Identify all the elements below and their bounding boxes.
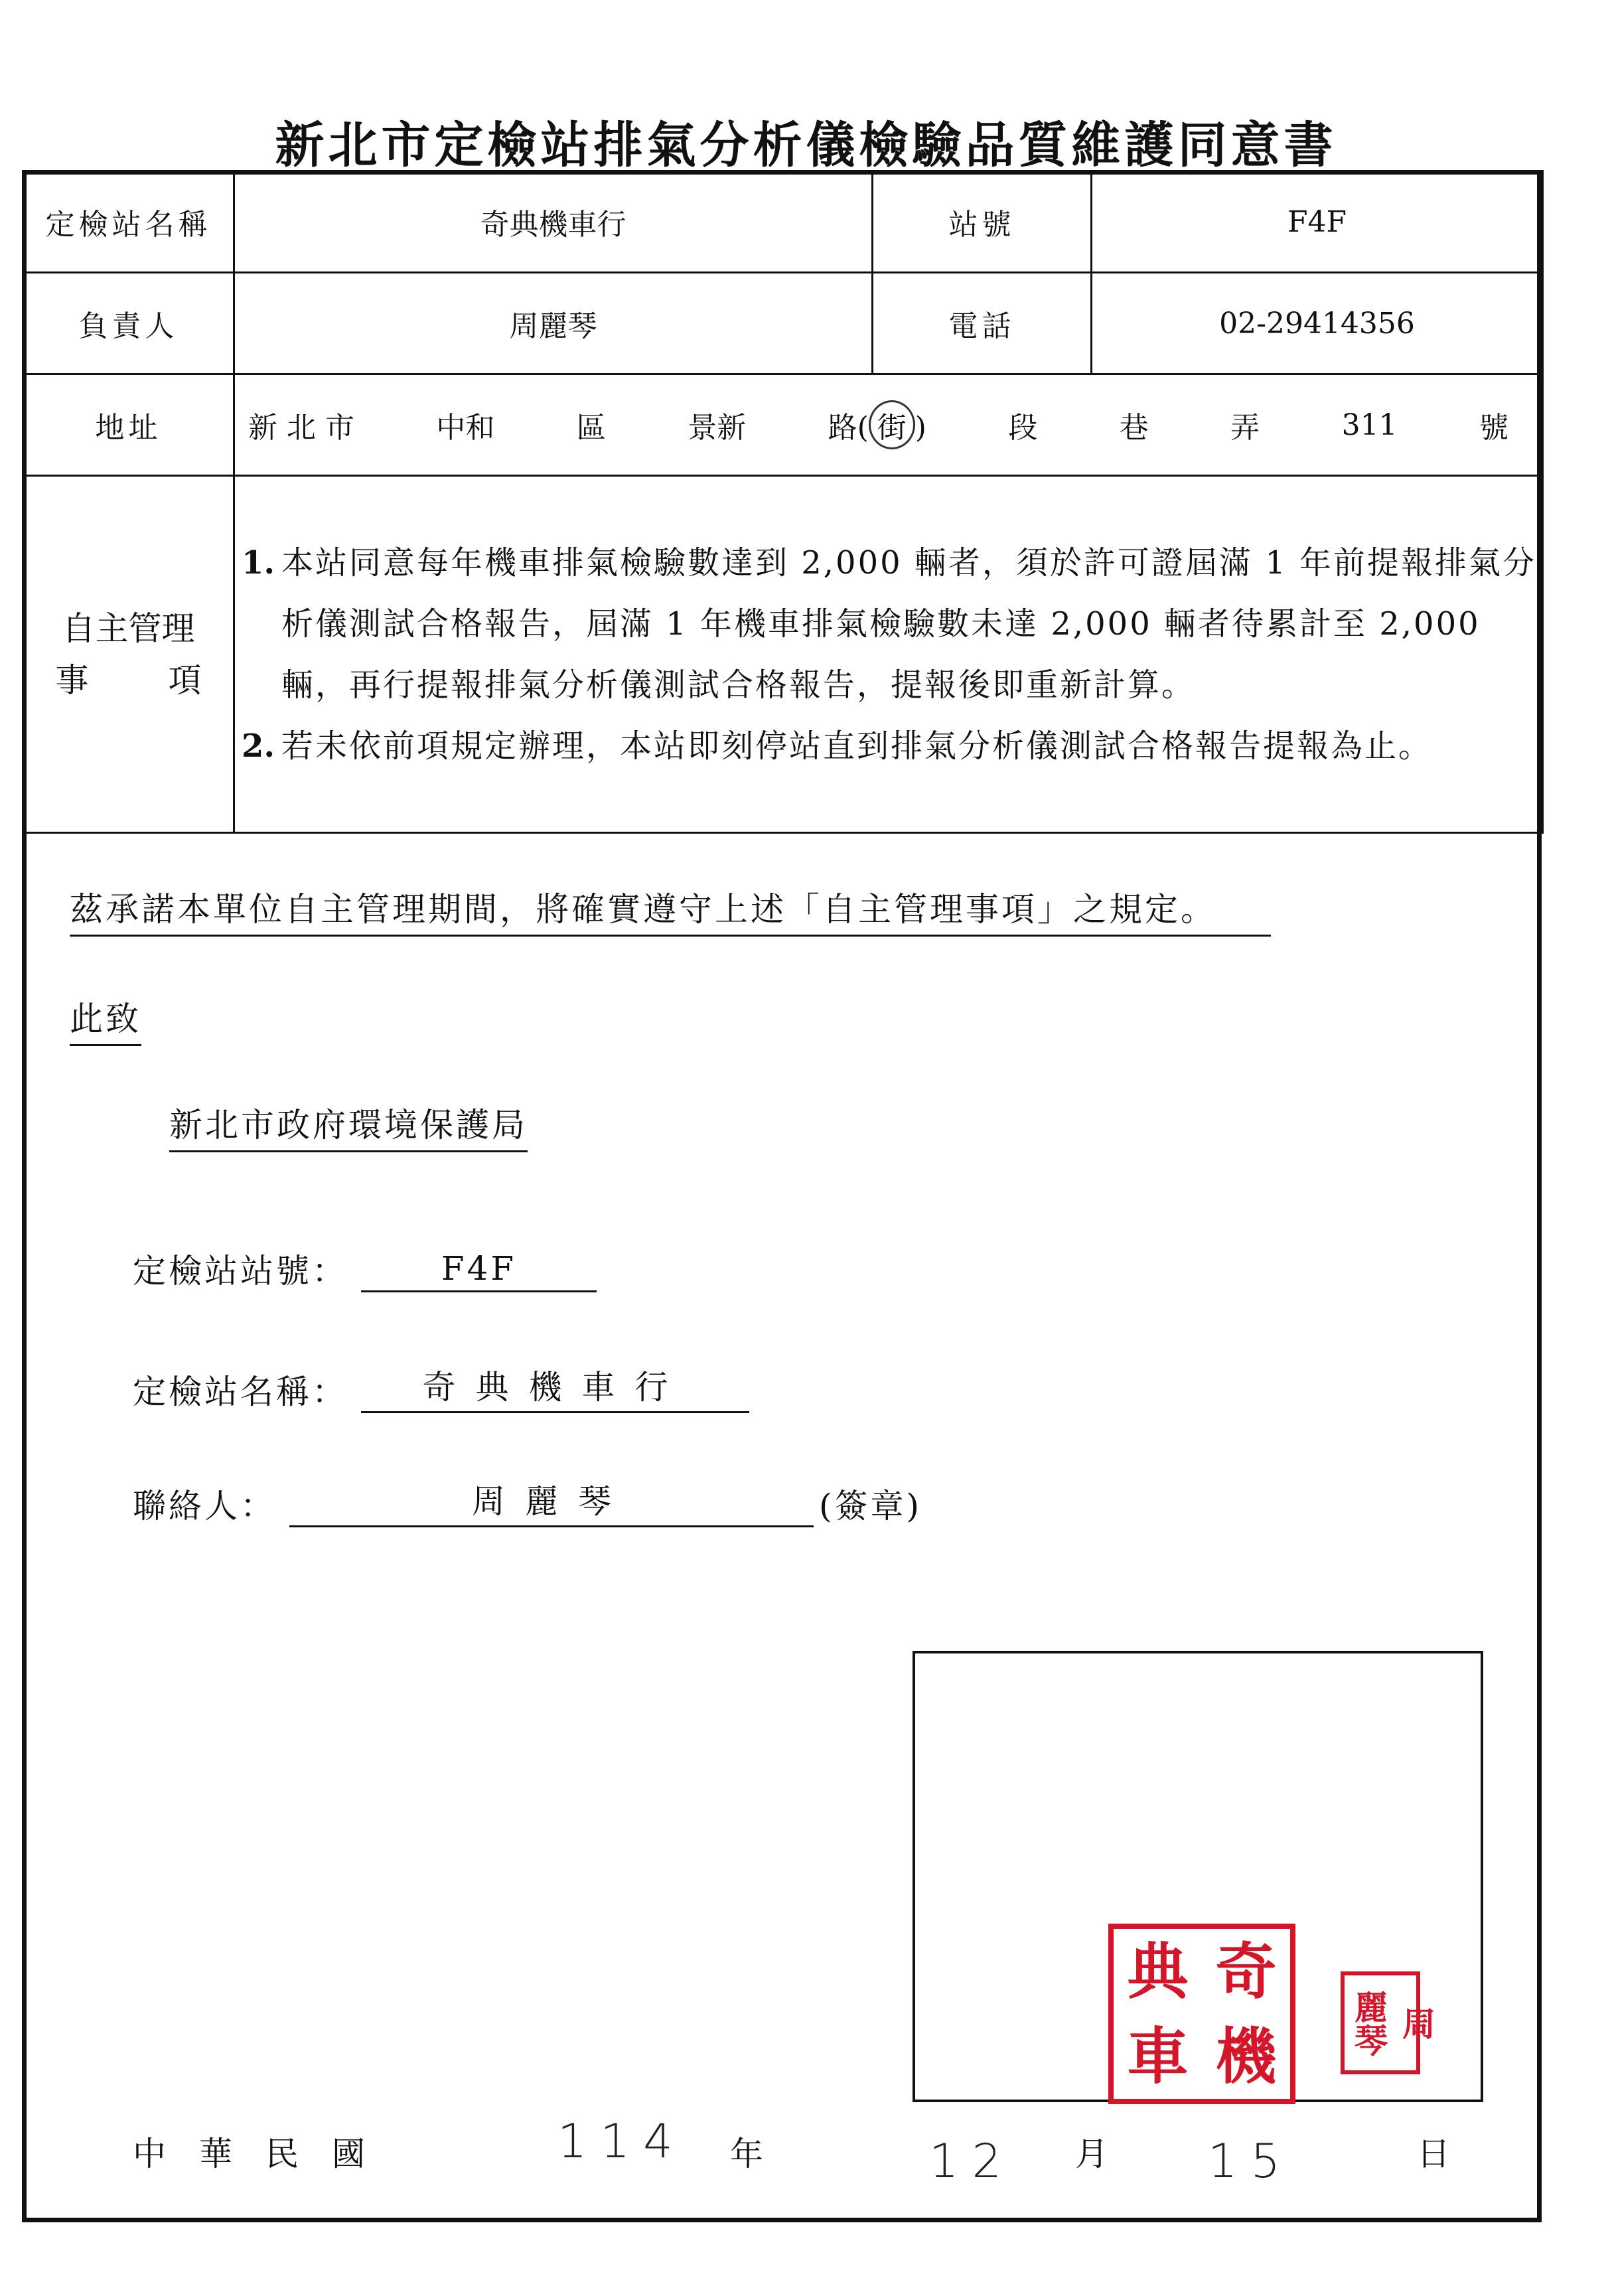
mgmt-label-line1: 自主管理 — [62, 609, 195, 648]
station-no-field — [133, 1245, 597, 1292]
date-era: 中 華 民 國 — [133, 2135, 365, 2173]
address-road-street: 路( 街 ) — [828, 400, 926, 449]
owner-value: 周麗琴 — [234, 273, 873, 374]
station-name-value: 奇典機車行 — [234, 171, 873, 273]
address-value — [234, 374, 1543, 476]
station-no-value: F4F — [1092, 171, 1543, 273]
table-row — [23, 171, 1543, 273]
self-management-label — [23, 476, 234, 833]
date-year-label: 年 — [730, 2135, 763, 2173]
address-district-unit: 區 — [576, 411, 606, 445]
salutation: 此致 — [70, 992, 141, 1046]
address-road: 景新 — [688, 411, 747, 445]
mgmt-label-shi: 事 — [55, 660, 89, 700]
table-row — [23, 476, 1543, 833]
contact-field-value: 周麗琴 — [289, 1475, 814, 1527]
table-row — [23, 374, 1543, 476]
contact-field — [133, 1475, 922, 1527]
station-name-field-value: 奇典機車行 — [361, 1361, 749, 1413]
table-row — [23, 273, 1543, 374]
company-seal-stamp: 典 奇 車 機 — [1108, 1924, 1295, 2104]
mgmt-label-xiang: 項 — [168, 660, 202, 700]
date-day-label: 日 — [1417, 2135, 1450, 2173]
rule-item — [242, 716, 1542, 777]
signature-note: (簽章) — [819, 1487, 922, 1525]
station-name-label: 定檢站名稱 — [23, 171, 234, 273]
rule-text: 若未依前項規定辦理，本站即刻停站直到排氣分析儀測試合格報告提報為止。 — [281, 727, 1433, 765]
phone-label: 電話 — [873, 273, 1092, 374]
address-label: 地址 — [23, 374, 234, 476]
rule-number: 1. — [242, 544, 275, 581]
contact-field-label: 聯絡人： — [133, 1487, 276, 1525]
address-section-unit: 段 — [1008, 411, 1038, 445]
rule-text: 本站同意每年機車排氣檢驗數達到 2,000 輛者，須於許可證屆滿 1 年前提報排氣分析儀測試合格報告，屆滿 1 年機車排氣檢驗數未達 2,000 輛者待累計至 2,000 輛，再行提報排氣分析儀測試合格報告，提報後即重新計算。 — [281, 544, 1536, 704]
date-month-label: 月 — [1075, 2135, 1108, 2173]
rule-item — [242, 532, 1542, 716]
self-management-rules — [234, 476, 1543, 833]
station-info-table — [22, 170, 1544, 834]
address-district: 中和 — [436, 411, 495, 445]
station-name-field — [133, 1361, 749, 1413]
date-line — [133, 2114, 1460, 2187]
station-no-label: 站號 — [873, 171, 1092, 273]
recipient: 新北市政府環境保護局 — [169, 1099, 528, 1152]
personal-seal-stamp: 麗琴 周 — [1341, 1971, 1420, 2074]
address-city: 新 北 市 — [248, 411, 354, 445]
date-day: 15 — [1208, 2134, 1294, 2188]
date-year: 114 — [557, 2114, 686, 2169]
phone-value: 02-29414356 — [1092, 273, 1543, 374]
commitment-statement: 茲承諾本單位自主管理期間，將確實遵守上述「自主管理事項」之規定。 — [70, 883, 1271, 937]
station-no-field-label: 定檢站站號： — [133, 1252, 348, 1290]
address-lane-unit: 巷 — [1119, 411, 1149, 445]
address-alley-unit: 弄 — [1230, 411, 1260, 445]
street-circle-mark: 街 — [869, 400, 915, 449]
date-month: 12 — [929, 2134, 1015, 2188]
station-no-field-value: F4F — [361, 1249, 597, 1292]
address-number: 311 — [1341, 408, 1398, 442]
address-number-unit: 號 — [1479, 411, 1508, 445]
rule-number: 2. — [242, 727, 275, 765]
station-name-field-label: 定檢站名稱： — [133, 1373, 348, 1411]
document-title: 新北市定檢站排氣分析儀檢驗品質維護同意書 — [275, 117, 1337, 174]
owner-label: 負責人 — [23, 273, 234, 374]
